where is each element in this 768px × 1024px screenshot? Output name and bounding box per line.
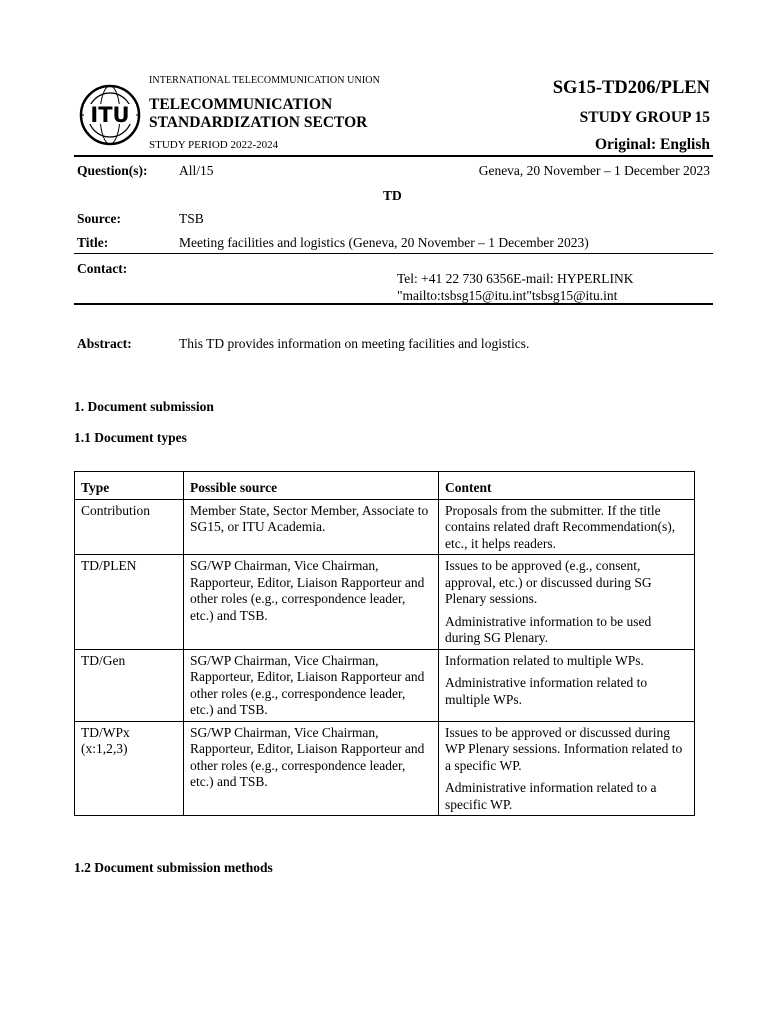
study-period: STUDY PERIOD 2022-2024 [149,139,279,151]
cell-content: Issues to be approved or discussed during WP Plenary sessions. Information related to a specific WP. Administrative information related to a specific WP. [439,721,695,816]
column-header-type: Type [75,472,184,500]
contact-line-1: Tel: +41 22 730 6356E-mail: HYPERLINK [397,271,634,286]
abstract-text: This TD provides information on meeting facilities and logistics. [179,336,530,351]
sector-name: TELECOMMUNICATION STANDARDIZATION SECTOR [149,96,368,131]
section-heading-1-1: 1.1 Document types [74,430,187,445]
table-row [75,499,695,555]
table-header-row [75,472,695,500]
contact-details [397,270,634,304]
original-language: Original: English [595,136,710,153]
title-value: Meeting facilities and logistics (Geneva, 20 November – 1 December 2023) [179,235,589,250]
document-type: TD [383,188,402,203]
cell-content: Proposals from the submitter. If the title contains related draft Recommendation(s), etc., it helps readers. [439,499,695,555]
contact-line-2: "mailto:tsbsg15@itu.int"tsbsg15@itu.int [397,288,618,303]
cell-type: TD/WPx (x:1,2,3) [75,721,184,816]
table-row [75,649,695,721]
section-heading-1-2: 1.2 Document submission methods [74,860,273,875]
contact-divider [74,303,713,305]
cell-type: Contribution [75,499,184,555]
title-label: Title: [77,235,109,250]
cell-content: Information related to multiple WPs. Administrative information related to multiple WPs. [439,649,695,721]
document-number: SG15-TD206/PLEN [552,78,710,98]
questions-value: All/15 [179,163,214,178]
abstract-label: Abstract: [77,336,132,351]
location-date: Geneva, 20 November – 1 December 2023 [478,163,710,178]
itu-logo [76,84,146,146]
cell-source: SG/WP Chairman, Vice Chairman, Rapporteur, Editor, Liaison Rapporteur and other roles (e.g., correspondence leader, etc.) and TSB. [184,649,439,721]
cell-source: SG/WP Chairman, Vice Chairman, Rapporteur, Editor, Liaison Rapporteur and other roles (e.g., correspondence leader, etc.) and TSB. [184,555,439,650]
table-row [75,555,695,650]
svg-text:ITU: ITU [90,103,130,127]
section-heading-1: 1. Document submission [74,399,214,414]
table-row [75,721,695,816]
header-divider [74,155,713,157]
study-group: STUDY GROUP 15 [579,109,710,126]
source-value: TSB [179,211,204,226]
cell-type: TD/Gen [75,649,184,721]
contact-label: Contact: [77,261,128,276]
column-header-source: Possible source [184,472,439,500]
cell-type: TD/PLEN [75,555,184,650]
document-types-table [74,471,695,816]
cell-source: SG/WP Chairman, Vice Chairman, Rapporteur, Editor, Liaison Rapporteur and other roles (e.g., correspondence leader, etc.) and TSB. [184,721,439,816]
title-divider [74,253,713,254]
column-header-content: Content [439,472,695,500]
questions-label: Question(s): [77,163,148,178]
organization-name: INTERNATIONAL TELECOMMUNICATION UNION [149,75,380,86]
source-label: Source: [77,211,121,226]
cell-content: Issues to be approved (e.g., consent, approval, etc.) or discussed during SG Plenary sessions. Administrative information to be used during SG Plenary. [439,555,695,650]
cell-source: Member State, Sector Member, Associate to SG15, or ITU Academia. [184,499,439,555]
